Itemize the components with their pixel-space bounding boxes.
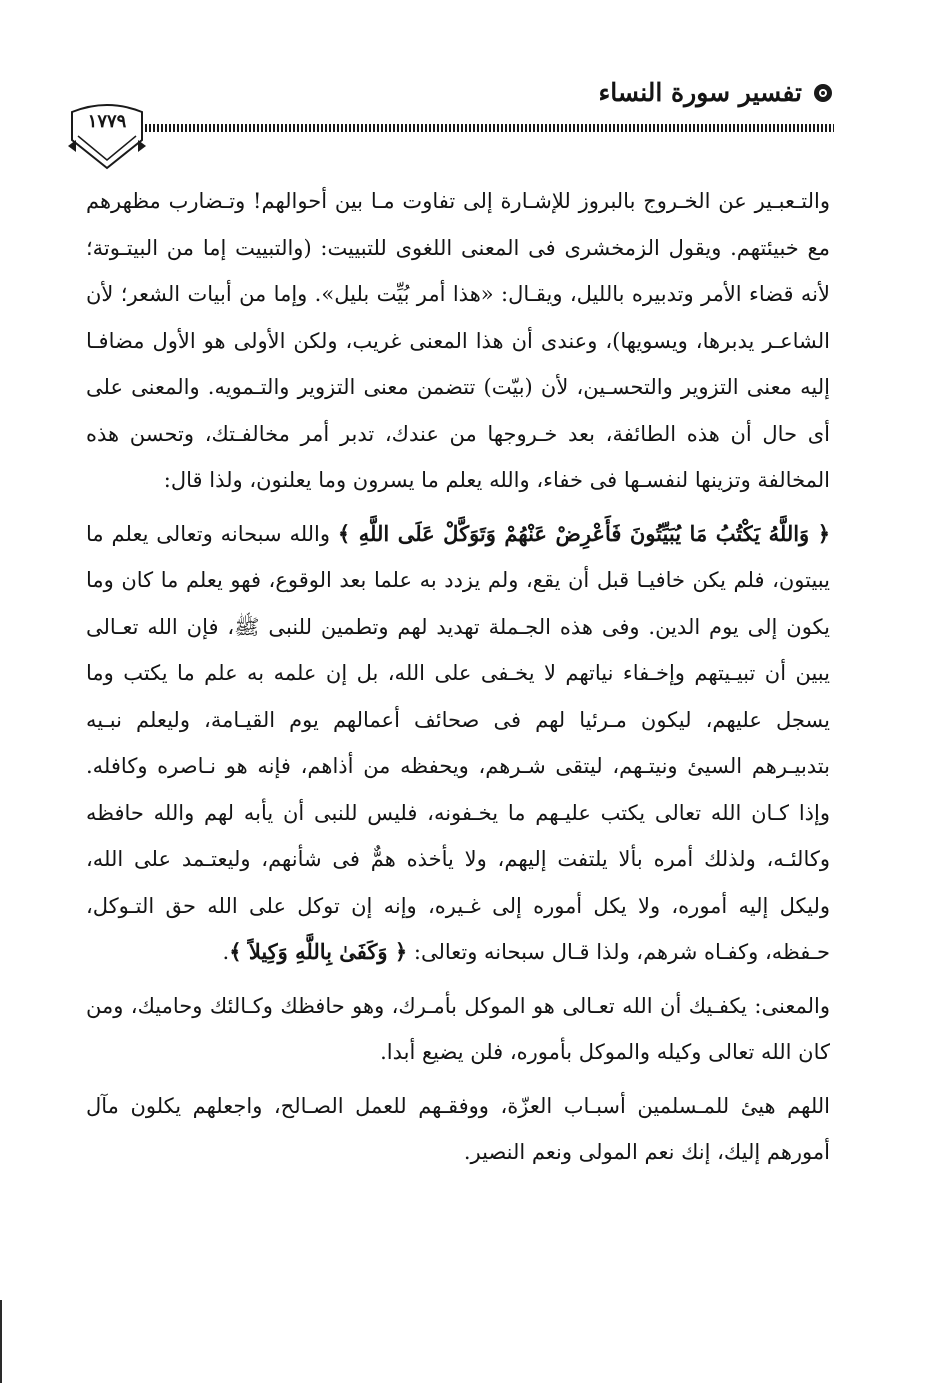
header-rule bbox=[145, 124, 834, 132]
paragraph-4 bbox=[86, 1083, 830, 1176]
paragraph-3 bbox=[86, 983, 830, 1076]
running-header-title: تفسير سورة النساء bbox=[598, 78, 802, 107]
paragraph-2 bbox=[86, 511, 830, 976]
quran-verse: ﴿ وَاللَّهُ يَكْتُبُ مَا يُبَيِّتُونَ فَأَعْرِضْ عَنْهُمْ وَتَوَكَّلْ عَلَى اللَّهِ ﴾ bbox=[337, 520, 831, 546]
paragraph-text: والتـعبـير عن الخـروج بالبروز للإشـارة إلى تفاوت مـا بين أحوالهم! وتـضارب مظهرهم مع خبيئتهم. ويقول الزمخشرى فى المعنى اللغوى للتبييت: (والتبييت إما من البيتـوتة؛ لأنه قضاء الأمر وتدبيره بالليل، ويقـال: «هذا أمر بُيِّت بليل». وإما من أبيات الشعر؛ لأن الشاعـر يدبرها، ويسويها)، وعندى أن هذا المعنى غريب، ولكن الأولى هو الأول مضافـا إليه معنى التزوير والتحسـين، لأن (بيّت) تتضمن معنى التزوير والتـمويه. والمعنى على أى حال أن هذه الطائفة، بعد خـروجها من عندك، تدبر أمر مخالفـتك، وتحسن هذه المخالفة وتزينها لنفسـها فى خفاء، والله يعلم ما يسرون وما يعلنون، ولذا قال: bbox=[86, 189, 830, 492]
paragraph-text: اللهم هيئ للمـسلمين أسبـاب العزّة، ووفقـهم للعمل الصـالح، واجعلهم يكلون مآل أمورهم إليك، إنك نعم المولى ونعم النصير. bbox=[86, 1093, 830, 1164]
scan-edge-line bbox=[0, 1300, 2, 1383]
page-number: ١٧٧٩ bbox=[87, 111, 127, 132]
quran-verse-closing: ﴿ وَكَفَىٰ بِاللَّهِ وَكِيلاً ﴾ bbox=[229, 939, 408, 964]
paragraph-1 bbox=[86, 178, 830, 504]
header-ornament-icon bbox=[812, 82, 834, 104]
paragraph-text: والمعنى: يكفـيك أن الله تعـالى هو الموكل بأمـرك، وهو حافظك وكـالئك وحاميك، ومن كان الله تعالى وكيله والموكل بأموره، فلن يضيع أبدا. bbox=[86, 993, 830, 1064]
body-text bbox=[86, 178, 830, 1176]
page-number-badge-icon bbox=[62, 96, 152, 176]
sentence-end: . bbox=[222, 940, 230, 964]
paragraph-text: والله سبحانه وتعالى يعلم ما يبيتون، فلم يكن خافيـا قبل أن يقع، ولم يزدد به علما بعد الوقوع، فهو يعلم ما كان وما يكون إلى يوم الدين. وفى هذه الجـملة تهديد لهم وتطمين للنبى ﷺ، فإن الله تعـالى يبين أن تبيـيتهم وإخـفاء نياتهم لا يخـفى على الله، بل إن علمه به علم ما يكتب وما يسجل عليهم، ليكون مـرئيا لهم فى صحائف أعمالهم يوم القيـامة، وليعلم نبـيه بتدبيـرهم السيئ ونيتـهم، ليتقى شـرهم، ويحفظه من أذاهم، فإنه هو نـاصره وكافله. وإذا كـان الله تعالى يكتب عليـهم ما يخـفونه، فليس للنبى أن يأبه لهم والله حافظه وكالئـه، ولذلك أمره بألا يلتفت إليهم، ولا يأخذه همٌّ فى شأنهم، وليعتـمد على الله، وليكل إليه أموره، ولا يكل أموره إلى غـيره، وإنه إن توكل على الله حق التـوكل، حـفظه، وكفـاه شرهم، ولذا قـال سبحانه وتعالى: bbox=[86, 521, 830, 964]
